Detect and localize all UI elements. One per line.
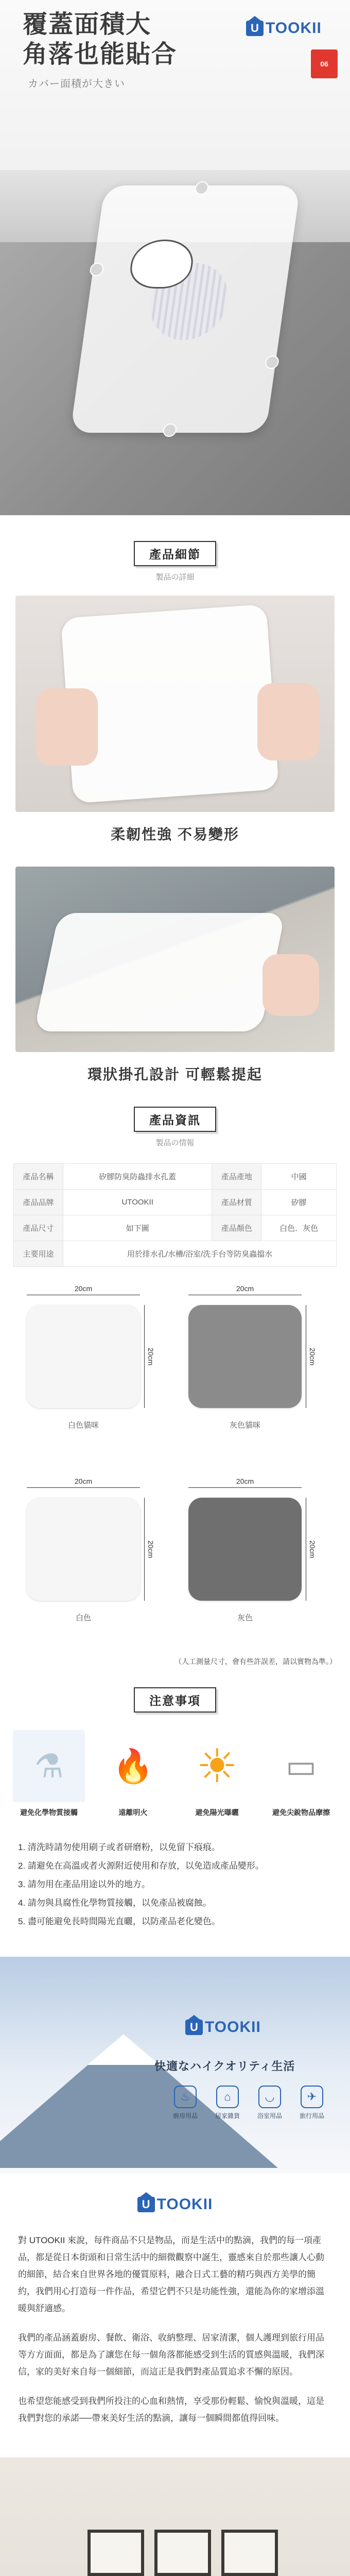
rule-item: 5. 盡可能避免長時間陽光直曬，以防產品老化變色。 <box>18 1917 220 1926</box>
info-section-title: 產品資訊 <box>134 1107 216 1132</box>
caution-rules <box>18 1838 332 1931</box>
flask-icon: ⚗ <box>13 1730 85 1802</box>
category-label: 旅行用品 <box>299 2112 324 2120</box>
caution-label: 避免陽光曝曬 <box>195 1808 239 1817</box>
brand-logo <box>185 2019 261 2036</box>
brand-logo <box>246 20 322 37</box>
category-item <box>170 2086 201 2120</box>
caution-item <box>179 1730 256 1818</box>
hero-title <box>23 9 239 69</box>
caution-icons <box>10 1730 340 1818</box>
detail-section-subtitle: 製品の詳細 <box>155 573 195 582</box>
right-hand <box>257 683 319 760</box>
cover-grey <box>188 1498 302 1601</box>
caution-item <box>262 1730 340 1818</box>
caution-label: 避免尖銳物品摩擦 <box>272 1808 330 1817</box>
sun-icon: ☀ <box>181 1730 253 1802</box>
spec-value: UTOOKII <box>63 1190 212 1215</box>
flexibility-photo <box>15 596 335 812</box>
width-dimension: 20cm <box>27 1477 140 1488</box>
travel-icon: ✈ <box>301 2086 323 2108</box>
height-dimension: 20cm <box>144 1305 155 1408</box>
award-badge <box>311 49 338 78</box>
table-row <box>14 1215 337 1241</box>
detail-caption-2: 環狀掛孔設計 可輕鬆提起 <box>87 1066 262 1082</box>
lifting-photo <box>15 867 335 1052</box>
detail-section-title: 產品細節 <box>134 541 216 566</box>
caution-section-title: 注意事項 <box>134 1687 216 1713</box>
spec-key: 產品品牌 <box>14 1190 63 1215</box>
spec-key: 產品材質 <box>212 1190 261 1215</box>
home-icon: ⌂ <box>216 2086 239 2108</box>
badge-number: 06 <box>320 60 328 68</box>
brand-logo <box>137 2196 213 2213</box>
width-dimension: 20cm <box>188 1284 302 1295</box>
table-row <box>14 1241 337 1267</box>
height-dimension: 20cm <box>306 1498 317 1601</box>
spec-value: 用於排水孔/水槽/浴室/洗手台等防臭蟲擋水 <box>63 1241 337 1267</box>
hero-section <box>0 0 350 515</box>
spec-value: 中國 <box>261 1164 337 1190</box>
wall-picture-frame <box>87 2530 144 2576</box>
caution-label: 遠離明火 <box>118 1808 148 1817</box>
rule-item: 1. 清洗時請勿使用刷子或者研磨粉，以免留下痕痕。 <box>18 1842 220 1852</box>
cover-white-cat <box>27 1305 140 1408</box>
left-hand <box>36 688 98 766</box>
caution-item <box>10 1730 87 1818</box>
brand-house-icon: U <box>137 2197 155 2212</box>
variant-label: 白色貓咪 <box>67 1421 99 1430</box>
living-room-photo <box>0 2458 350 2576</box>
info-section <box>0 1084 350 1667</box>
spec-value: 矽膠防臭防蟲排水孔蓋 <box>63 1164 212 1190</box>
size-diagrams <box>13 1284 337 1652</box>
spec-key: 產品尺寸 <box>14 1215 63 1241</box>
variant-label: 灰色 <box>237 1614 253 1622</box>
lifting-hand <box>262 954 319 1016</box>
wall-picture-frame <box>154 2530 211 2576</box>
category-item <box>296 2086 327 2120</box>
variant-label: 灰色貓咪 <box>229 1421 260 1430</box>
brand-house-icon: U <box>185 2020 203 2035</box>
size-diagram-white <box>13 1477 175 1652</box>
category-item <box>254 2086 285 2120</box>
category-label: 浴室用品 <box>257 2112 282 2120</box>
size-diagram-white-cat <box>13 1284 175 1460</box>
measurement-note: （人工測量尺寸，會有些許誤差，請以實物為準。） <box>174 1657 337 1666</box>
caution-label: 避免化學物質接觸 <box>20 1808 78 1817</box>
category-icons <box>170 2086 327 2120</box>
table-row <box>14 1190 337 1215</box>
spec-key: 產品顏色 <box>212 1215 261 1241</box>
category-label: 居家雜貨 <box>215 2112 240 2120</box>
height-dimension: 20cm <box>306 1305 317 1408</box>
cover-white <box>27 1498 140 1601</box>
spec-key: 產品產地 <box>212 1164 261 1190</box>
brand-name: TOOKII <box>156 2196 213 2213</box>
story-paragraph: 也希望您能感受到我們所投注的心血和熱情，享受那份輕鬆、愉悅與溫暖，這是我們對您的承諾──帶來美好生活的點滴，讓每一個瞬間都值得回味。 <box>18 2396 324 2423</box>
spec-key: 主要用途 <box>14 1241 63 1267</box>
category-item <box>212 2086 243 2120</box>
caution-item <box>94 1730 171 1818</box>
size-diagram-grey-cat <box>175 1284 337 1460</box>
rule-item: 4. 請勿與具腐性化學物質接觸，以免產品被腐蝕。 <box>18 1898 212 1908</box>
hero-subtitle: カバー面積が大きい <box>28 78 125 90</box>
wall-picture-frame <box>221 2530 278 2576</box>
brand-name: TOOKII <box>205 2019 261 2036</box>
width-dimension: 20cm <box>27 1284 140 1295</box>
story-paragraph: 我們的產品涵蓋廚房、餐飲、衛浴、收納整理、居家清潔，個人護理到旅行用品等方方面面，都是為了讓您在每一個角落都能感受到生活的質感與溫暖，我們深信，家的美好來自每一個細節，而這正是我們對產品質追求不懈的原因。 <box>18 2333 324 2377</box>
brand-story-text <box>18 2232 332 2427</box>
height-dimension: 20cm <box>144 1498 155 1601</box>
brand-name: TOOKII <box>266 20 322 37</box>
brand-slogan: 快適なハイクオリティ生活 <box>154 2060 295 2073</box>
table-row <box>14 1164 337 1190</box>
mountain-snowcap <box>87 2034 160 2065</box>
detail-section <box>0 515 350 1084</box>
fire-icon: 🔥 <box>97 1730 169 1802</box>
blade-icon: ▭ <box>265 1730 337 1802</box>
rule-item: 2. 請避免在高溫或者火源附近使用和存放，以免造成產品變形。 <box>18 1861 264 1871</box>
category-label: 廚房用品 <box>172 2112 198 2120</box>
silicone-sheet-on-floor <box>34 913 286 1031</box>
story-paragraph: 對 UTOOKII 來說，每件商品不只是物品，而是生活中的點滴，我們的每一項產品，都是從日本街頭和日常生活中的細微觀察中誕生，靈感來自於那些讓人心動的細節，結合來自世界各地的優質原料，融合日式工藝的精巧與西方美學的簡約，我們用心打造每一件作品，希望它們不只是功能性強，還能為你的家增添溫暖與舒適感。 <box>18 2235 324 2313</box>
brand-banner <box>0 1957 350 2173</box>
variant-label: 白色 <box>75 1614 91 1622</box>
brand-story-section <box>0 2196 350 2576</box>
spec-value: 如下圖 <box>63 1215 212 1241</box>
spec-table <box>13 1163 337 1267</box>
spec-value: 白色．灰色 <box>261 1215 337 1241</box>
hero-title-line2: 角落也能貼合 <box>23 40 178 69</box>
bath-icon: ◡ <box>258 2086 281 2108</box>
info-section-subtitle: 製品の情報 <box>155 1139 195 1147</box>
spec-value: 矽膠 <box>261 1190 337 1215</box>
detail-caption-1: 柔韌性強 不易變形 <box>111 826 239 842</box>
hero-title-line1: 覆蓋面積大 <box>23 10 152 39</box>
rule-item: 3. 請勿用在產品用途以外的地方。 <box>18 1879 150 1889</box>
cover-grey-cat <box>188 1305 302 1408</box>
kitchen-icon: ♨ <box>174 2086 197 2108</box>
size-diagram-grey <box>175 1477 337 1652</box>
drain-cover-image <box>70 185 300 433</box>
spec-key: 產品名稱 <box>14 1164 63 1190</box>
caution-section <box>0 1667 350 1931</box>
brand-house-icon: U <box>246 21 264 36</box>
width-dimension: 20cm <box>188 1477 302 1488</box>
